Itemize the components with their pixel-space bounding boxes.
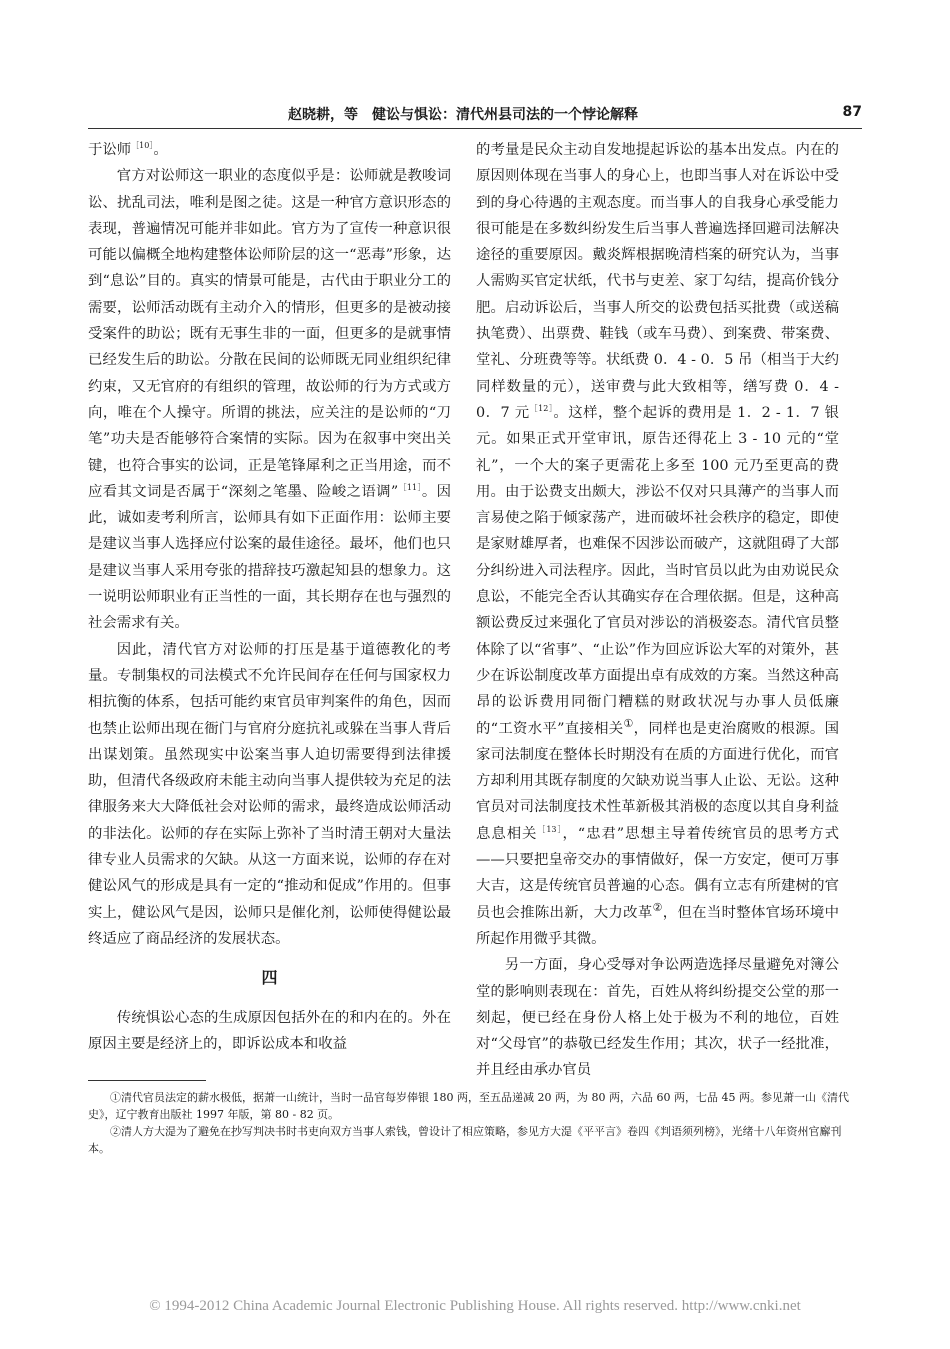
paragraph-text: 的考量是民众主动自发地提起诉讼的基本出发点。内在的原因则体现在当事人的身心上，也即当事人对在诉讼中受到的身心待遇的主观态度。而当事人的自我身心承受能力很可能是在多数纠纷发生后当事人普遍选择回避司法解决途径的重要原因。戴炎辉根据晚清档案的研究认为，当事人需购买官定状纸，代书与吏差、家丁勾结，提高价钱分肥。启动诉讼后，当事人所交的讼费包括买批费（或送稿执笔费）、出票费、鞋钱（或车马费）、到案费、带案费、堂礼、分班费等等。状纸费 0．4 - 0．5 吊（相当于大约同样数量的元），送审费与此大致相等，缮写费 0．4 - 0．7 元 bbox=[476, 142, 839, 421]
copyright-footer: © 1994-2012 China Academic Journal Electronic Publishing House. All rights reserved. http://www.cnki.net bbox=[149, 1298, 801, 1314]
paragraph-text: 于讼师 bbox=[88, 142, 132, 158]
citation-ref: ［12］ bbox=[529, 404, 554, 414]
running-title: 赵晓耕，等 健讼与惧讼：清代州县司法的一个悖论解释 bbox=[288, 107, 638, 123]
paragraph-text: 。这样，整个起诉的费用是 1．2 - 1．7 银元。如果正式开堂审讯，原告还得花上 3 - 10 元的“堂礼”，一个大的案子更需花上多至 100 元乃至更高的费用。由于讼费支出颇大，涉讼不仅对只具薄产的当事人而言易使之陷于倾家荡产，进而破坏社会秩序的稳定，即使是家财雄厚者，也难保不因涉讼而破产，这就阻碍了大部分纠纷进入司法程序。因此，当时官员以此为由劝说民众息讼，不能完全否认其确实存在合理依据。但是，这种高额讼费反过来强化了官员对涉讼的消极姿态。清代官员整体除了以“省事”、“止讼”作为回应诉讼大军的对策外，甚少在诉讼制度改革方面提出卓有成效的方案。当然这种高昂的讼诉费用同衙门糟糕的财政状况与办事人员低廉的“工资水平”直接相关 bbox=[476, 404, 839, 737]
footnotes bbox=[88, 1089, 862, 1157]
paragraph: 因此，清代官方对讼师的打压是基于道德教化的考量。专制集权的司法模式不允许民间存在任何与国家权力相抗衡的体系，包括可能约束官员审判案件的角色，因而也禁止讼师出现在衙门与官府分庭抗礼或躲在当事人背后出谋划策。虽然现实中讼案当事人迫切需要得到法律援助，但清代各级政府未能主动向当事人提供较为充足的法律服务来大大降低社会对讼师的需求，最终造成讼师活动的非法化。讼师的存在实际上弥补了当时清王朝对大量法律专业人员需求的欠缺。从这一方面来说，讼师的存在对健讼风气的形成是具有一定的“推动和促成”作用的。但事实上，健讼风气是因，讼师只是催化剂，讼师使得健讼最终适应了商品经济的发展状态。 bbox=[88, 641, 451, 947]
citation-ref: ［10］ bbox=[131, 141, 154, 151]
paragraph-text: 官方对讼师这一职业的态度似乎是：讼师就是教唆词讼、扰乱司法，唯利是图之徒。这是一种官方意识形态的表现，普遍情况可能并非如此。官方为了宣传一种意识很可能以偏概全地构建整体讼师阶层的这一“恶毒”形象，达到“息讼”目的。真实的情景可能是，古代由于职业分工的需要，讼师活动既有主动介入的情形，但更多的是被动接受案件的助讼；既有无事生非的一面，但更多的是就事情已经发生后的助讼。分散在民间的讼师既无同业组织纪律约束，又无官府的有组织的管理，故讼师的行为方式或方向，唯在个人操守。所谓的挑法，应关注的是讼师的“刀笔”功夫是否能够符合案情的实际。因为在叙事中突出关键，也符合事实的讼词，正是笔锋犀利之正当用途，而不应看其文词是否属于“深刻之笔墨、险峻之语调” bbox=[88, 168, 451, 500]
right-column bbox=[476, 137, 839, 1084]
running-header bbox=[88, 104, 862, 128]
paragraph: 传统惧讼心态的生成原因包括外在的和内在的。外在原因主要是经济上的，即诉讼成本和收益 bbox=[88, 1009, 451, 1052]
paragraph-text: 。 bbox=[153, 142, 168, 158]
paragraph bbox=[88, 163, 451, 636]
paragraph-text: ，同样也是吏治腐败的根源。国家司法制度在整体长时期没有在质的方面进行优化，而官方却利用其既存制度的欠缺劝说当事人止讼、无讼。这种官员对司法制度技术性革新极其消极的态度以其自身利益息息相关 bbox=[476, 720, 839, 842]
left-column bbox=[88, 137, 451, 1057]
section-heading: 四 bbox=[261, 968, 278, 988]
paragraph-text: ，但在当时整体官场环境中所起作用微乎其微。 bbox=[476, 904, 839, 947]
header-rule bbox=[88, 128, 862, 129]
paragraph-text: 。因此，诚如麦考利所言，讼师具有如下正面作用：讼师主要是建议当事人选择应付讼案的最佳途径。最坏，他们也只是建议当事人采用夸张的措辞技巧激起知县的想象力。这一说明讼师职业有正当性的一面，其长期存在也与强烈的社会需求有关。 bbox=[88, 483, 451, 632]
footnote: ②清人方大湜为了避免在抄写判决书时书吏向双方当事人索钱，曾设计了相应策略，参见方大湜《平平言》卷四《判语须列榜》，光绪十八年资州官廨刊本。 bbox=[88, 1125, 842, 1155]
citation-ref: ［11］ bbox=[398, 483, 422, 493]
paragraph: 另一方面，身心受辱对争讼两造选择尽量避免对簿公堂的影响则表现在：首先，百姓从将纠纷提交公堂的那一刻起，便已经在身份人格上处于极为不利的地位，百姓对“父母官”的恭敬已经发生作用；其次，状子一经批准，并且经由承办官员 bbox=[476, 957, 839, 1079]
page-number: 87 bbox=[842, 104, 862, 120]
paragraph bbox=[476, 137, 839, 952]
footnote-rule bbox=[88, 1080, 206, 1081]
paragraph bbox=[88, 137, 451, 163]
footnote-marker: ① bbox=[623, 716, 634, 730]
citation-ref: ［13］ bbox=[537, 824, 563, 834]
footnote: ①清代官员法定的薪水极低，据萧一山统计，当时一品官每岁俸银 180 两，至五品递减 20 两，为 80 两，六品 60 两，七品 45 两。参见萧一山《清代史》，辽宁教育出版社 1997 年版，第 80 - 82 页。 bbox=[88, 1091, 849, 1121]
footnote-marker: ② bbox=[652, 900, 663, 914]
paragraph-text: ，“忠君”思想主导着传统官员的思考方式——只要把皇帝交办的事情做好，保一方安定，便可万事大吉，这是传统官员普遍的心态。偶有立志有所建树的官员也会推陈出新，大力改革 bbox=[476, 825, 839, 921]
